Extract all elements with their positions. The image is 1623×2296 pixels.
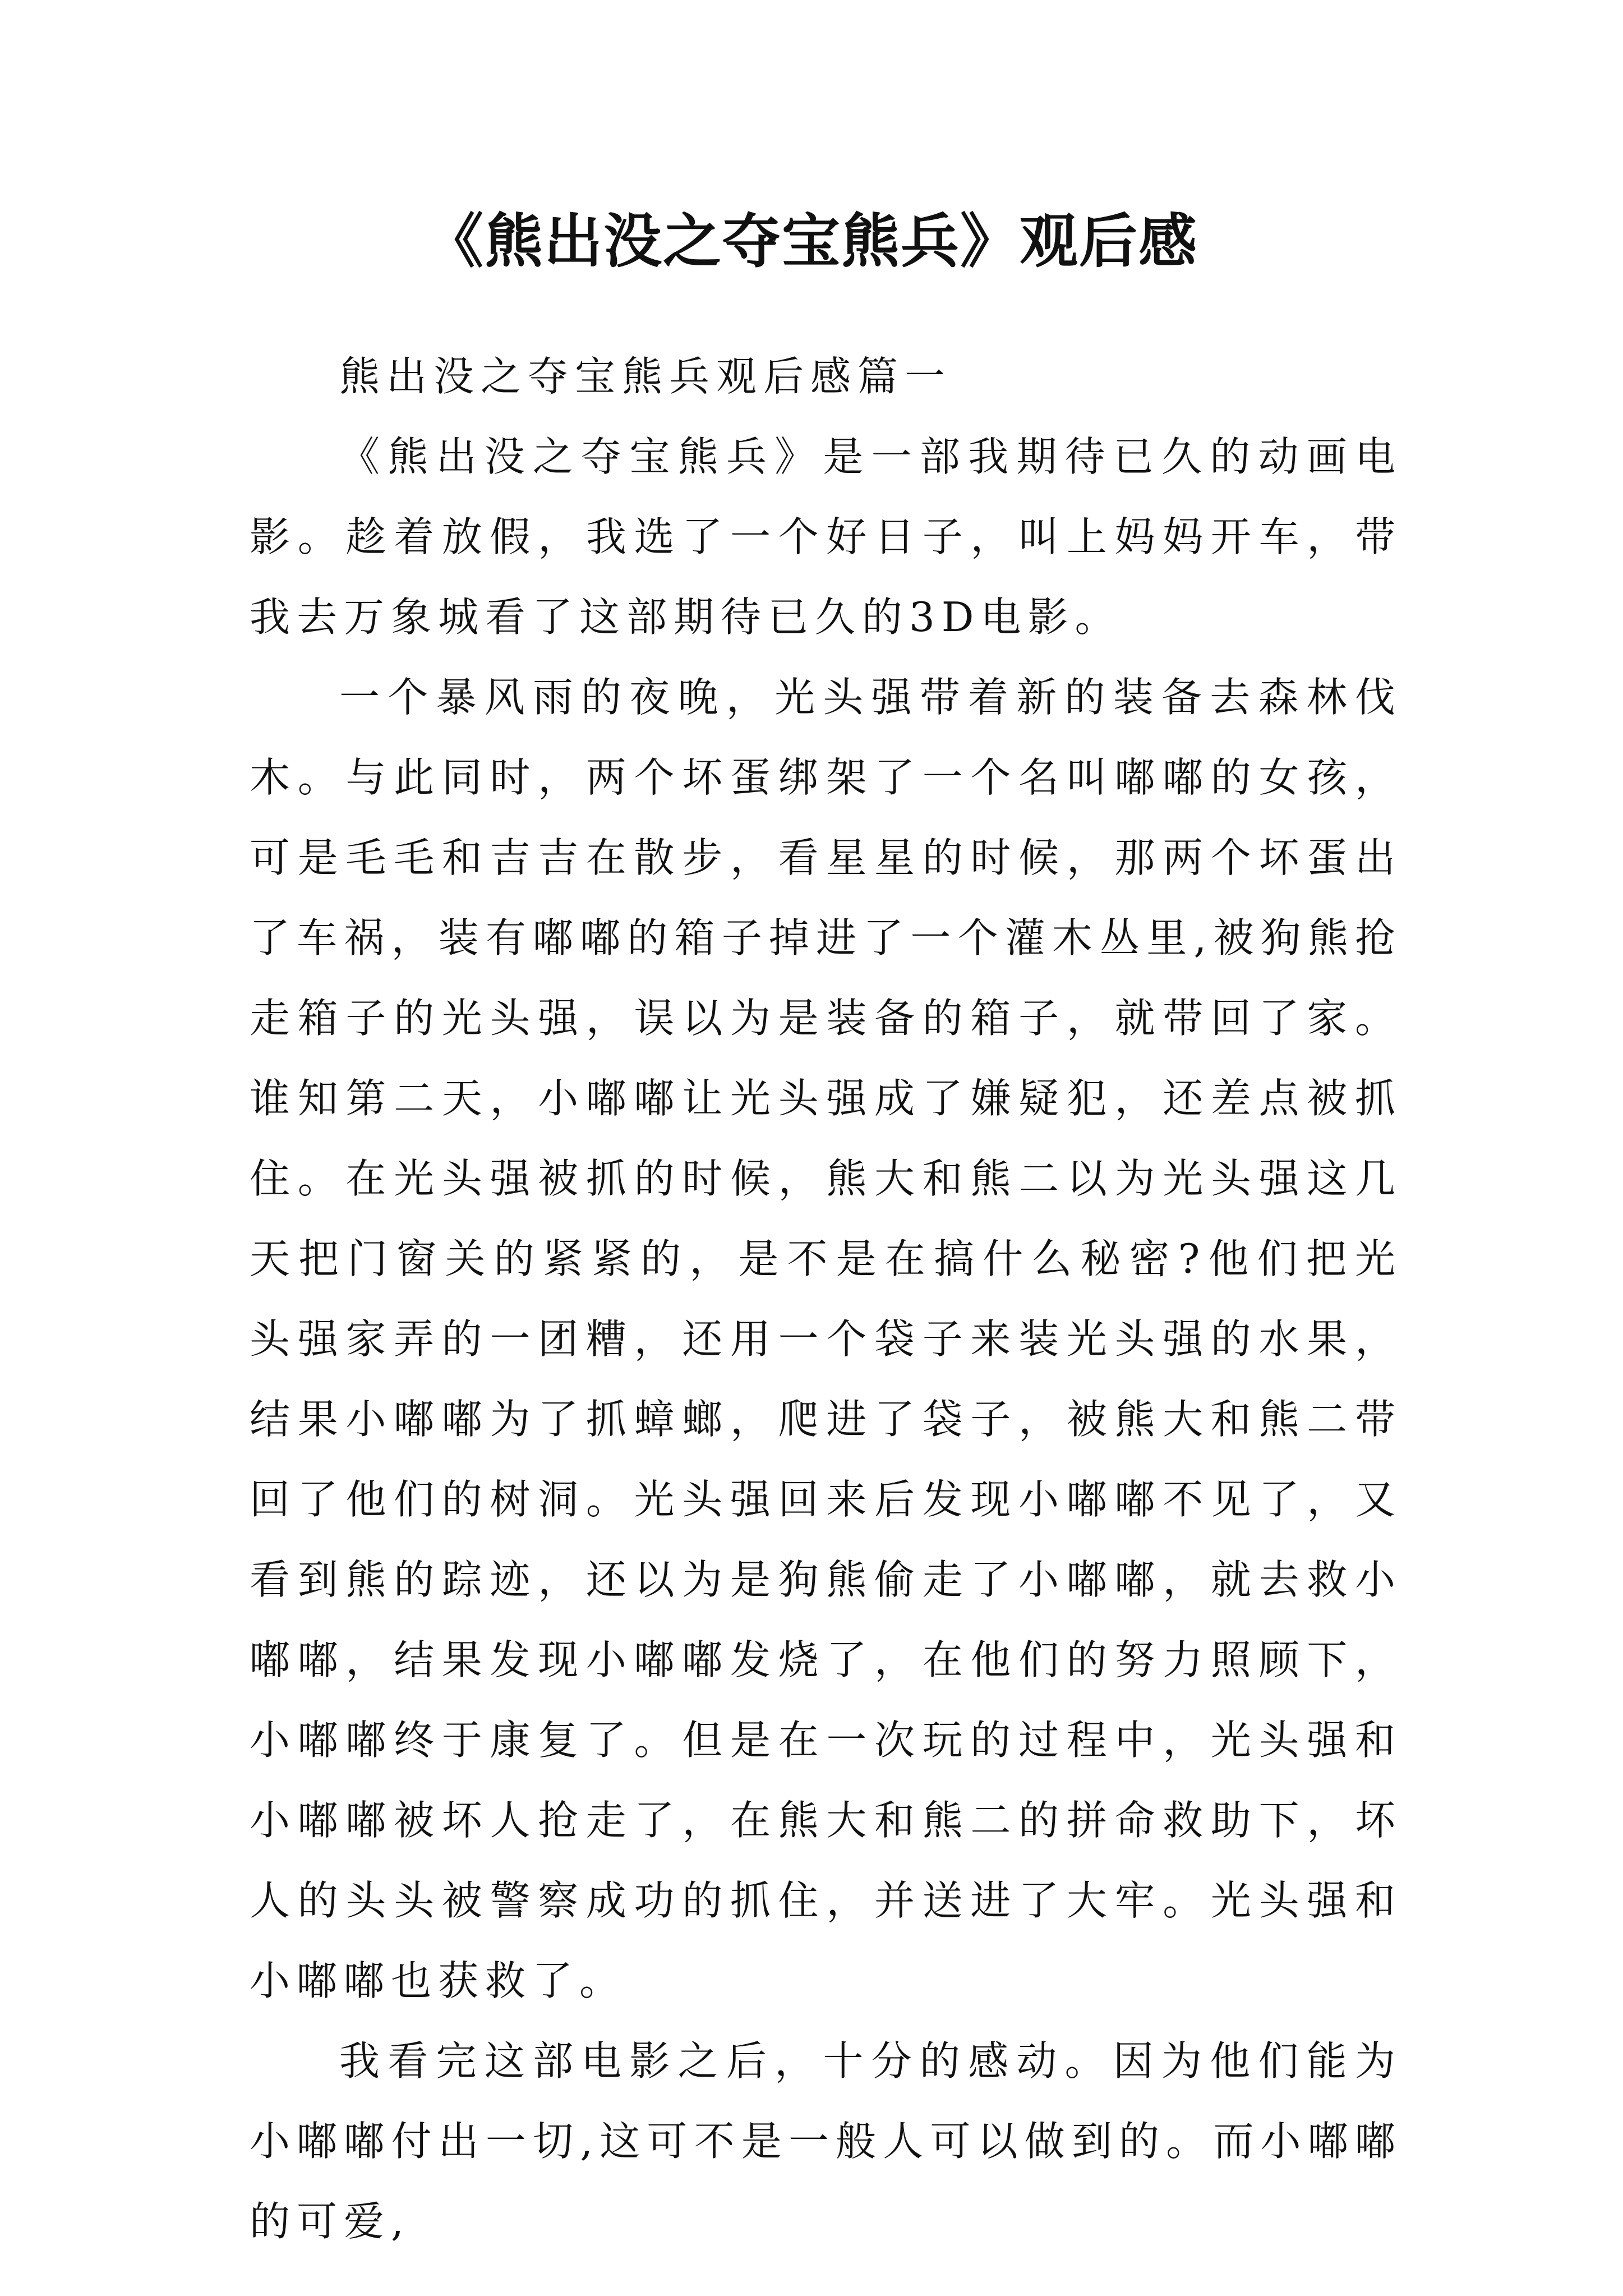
document-title: 《熊出没之夺宝熊兵》观后感 — [425, 207, 1198, 275]
document-body — [250, 337, 1402, 2262]
section-heading: 熊出没之夺宝熊兵观后感篇一 — [339, 353, 952, 400]
paragraph-plot: 一个暴风雨的夜晚，光头强带着新的装备去森林伐木。与此同时，两个坏蛋绑架了一个名叫嘟嘟的女孩，可是毛毛和吉吉在散步，看星星的时候，那两个坏蛋出了车祸，装有嘟嘟的箱子掉进了一个灌木丛里,被狗熊抢走箱子的光头强，误以为是装备的箱子，就带回了家。谁知第二天，小嘟嘟让光头强成了嫌疑犯，还差点被抓住。在光头强被抓的时候，熊大和熊二以为光头强这几天把门窗关的紧紧的，是不是在搞什么秘密?他们把光头强家弄的一团糟，还用一个袋子来装光头强的水果，结果小嘟嘟为了抓蟑螂，爬进了袋子，被熊大和熊二带回了他们的树洞。光头强回来后发现小嘟嘟不见了，又看到熊的踪迹，还以为是狗熊偷走了小嘟嘟，就去救小嘟嘟，结果发现小嘟嘟发烧了，在他们的努力照顾下，小嘟嘟终于康复了。但是在一次玩的过程中，光头强和小嘟嘟被坏人抢走了，在熊大和熊二的拼命救助下，坏人的头头被警察成功的抓住，并送进了大牢。光头强和小嘟嘟也获救了。 — [250, 674, 1402, 2004]
paragraph-reflection: 我看完这部电影之后，十分的感动。因为他们能为小嘟嘟付出一切,这可不是一般人可以做到的。而小嘟嘟的可爱, — [250, 2037, 1402, 2245]
paragraph-intro: 《熊出没之夺宝熊兵》是一部我期待已久的动画电影。趁着放假，我选了一个好日子，叫上妈妈开车，带我去万象城看了这部期待已久的3D电影。 — [250, 433, 1402, 641]
